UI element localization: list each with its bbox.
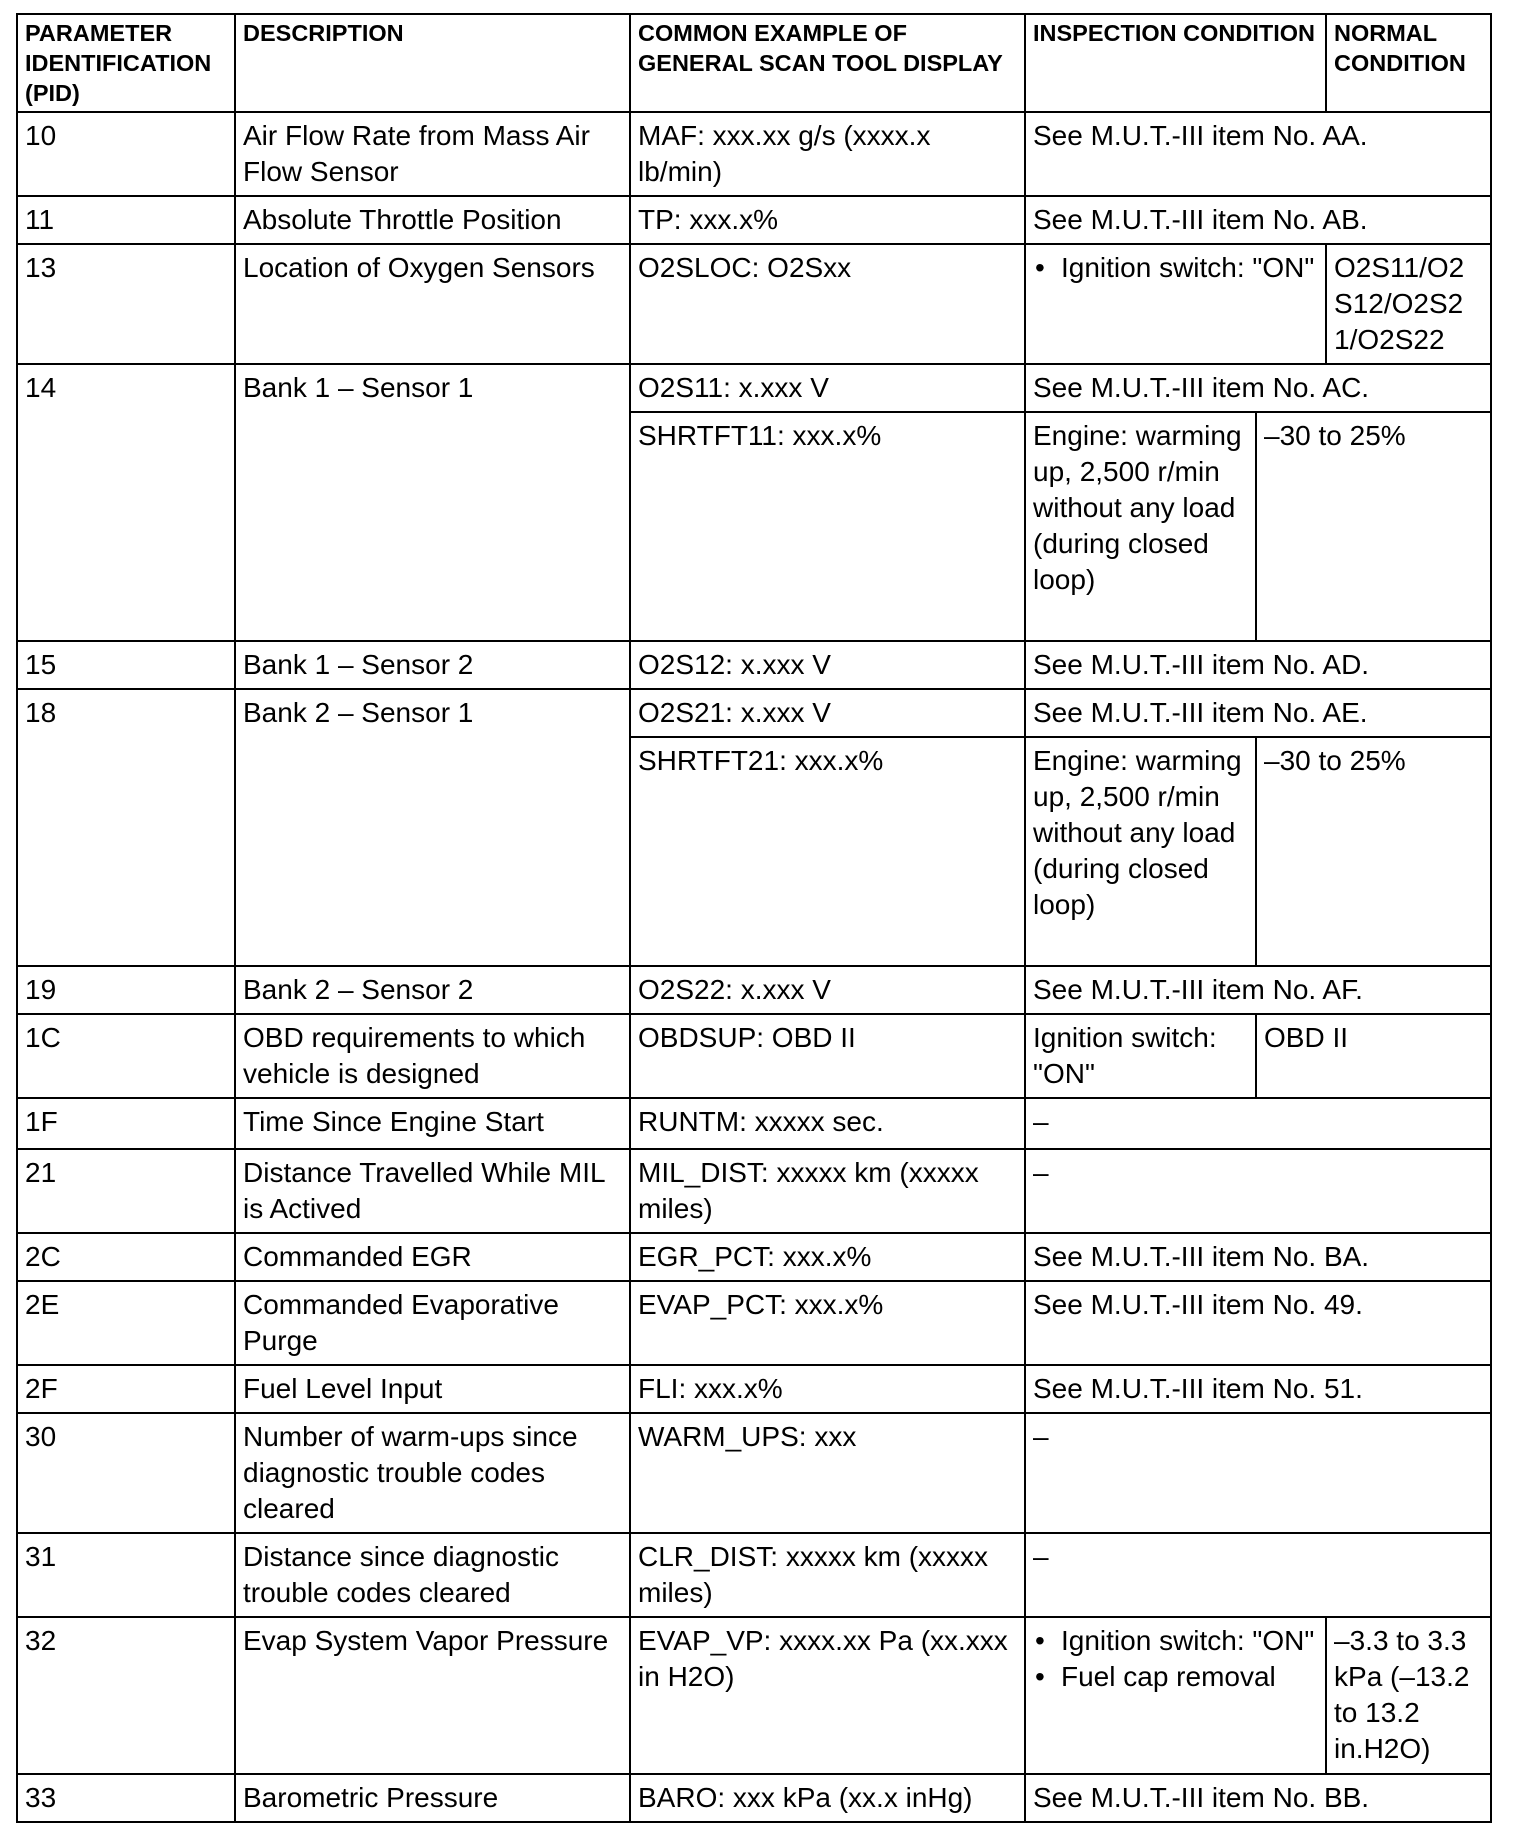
inspection-bullet-list	[1033, 250, 1317, 286]
cell-example: O2S11: x.xxx V	[630, 364, 1025, 412]
table-row	[17, 364, 1491, 412]
cell-example: OBDSUP: OBD II	[630, 1014, 1025, 1098]
cell-pid: 2F	[17, 1365, 235, 1413]
header-row	[17, 14, 1491, 112]
table-row	[17, 1365, 1491, 1413]
cell-pid: 31	[17, 1533, 235, 1617]
cell-inspection: See M.U.T.-III item No. BB.	[1025, 1774, 1491, 1822]
cell-description: Barometric Pressure	[235, 1774, 630, 1822]
cell-inspection: See M.U.T.-III item No. AD.	[1025, 641, 1491, 689]
cell-pid: 1F	[17, 1098, 235, 1149]
cell-description: Time Since Engine Start	[235, 1098, 630, 1149]
cell-normal: O2S11/O2 S12/O2S2 1/O2S22	[1326, 244, 1491, 364]
cell-inspection: Engine: warming up, 2,500 r/min without any load (during closed loop)	[1025, 737, 1256, 966]
inspection-bullet: • Ignition switch: "ON"	[1061, 250, 1317, 286]
table-row	[17, 112, 1491, 196]
cell-pid: 19	[17, 966, 235, 1014]
cell-example: EVAP_PCT: xxx.x%	[630, 1281, 1025, 1365]
cell-inspection: Engine: warming up, 2,500 r/min without any load (during closed loop)	[1025, 412, 1256, 641]
table-row	[17, 1774, 1491, 1822]
cell-example: MAF: xxx.xx g/s (xxxx.x lb/min)	[630, 112, 1025, 196]
cell-inspection: See M.U.T.-III item No. AC.	[1025, 364, 1491, 412]
cell-pid: 10	[17, 112, 235, 196]
cell-description: Bank 1 – Sensor 2	[235, 641, 630, 689]
cell-example: O2S21: x.xxx V	[630, 689, 1025, 737]
table-row	[17, 1533, 1491, 1617]
cell-example: BARO: xxx kPa (xx.x inHg)	[630, 1774, 1025, 1822]
cell-description: Commanded Evaporative Purge	[235, 1281, 630, 1365]
inspection-bullet: • Ignition switch: "ON"	[1061, 1623, 1317, 1659]
header-normal: NORMAL CONDITION	[1326, 14, 1491, 112]
cell-pid: 14	[17, 364, 235, 641]
cell-normal: –3.3 to 3.3 kPa (–13.2 to 13.2 in.H2O)	[1326, 1617, 1491, 1774]
cell-pid: 15	[17, 641, 235, 689]
cell-example: TP: xxx.x%	[630, 196, 1025, 244]
table-row	[17, 1149, 1491, 1233]
header-example: COMMON EXAMPLE OF GENERAL SCAN TOOL DISPLAY	[630, 14, 1025, 112]
inspection-bullet: • Fuel cap removal	[1061, 1659, 1317, 1695]
cell-inspection: –	[1025, 1149, 1491, 1233]
cell-description: Distance Travelled While MIL is Actived	[235, 1149, 630, 1233]
cell-inspection: See M.U.T.-III item No. 49.	[1025, 1281, 1491, 1365]
cell-example: O2S22: x.xxx V	[630, 966, 1025, 1014]
cell-example: SHRTFT11: xxx.x%	[630, 412, 1025, 641]
inspection-bullet-list	[1033, 1623, 1317, 1695]
cell-normal: –30 to 25%	[1256, 412, 1491, 641]
cell-inspection: See M.U.T.-III item No. 51.	[1025, 1365, 1491, 1413]
table-row	[17, 1281, 1491, 1365]
cell-pid: 1C	[17, 1014, 235, 1098]
cell-description: Evap System Vapor Pressure	[235, 1617, 630, 1774]
cell-inspection: –	[1025, 1098, 1491, 1149]
cell-example: WARM_UPS: xxx	[630, 1413, 1025, 1533]
cell-pid: 33	[17, 1774, 235, 1822]
cell-example: MIL_DIST: xxxxx km (xxxxx miles)	[630, 1149, 1025, 1233]
pid-table	[16, 13, 1492, 1823]
cell-example: O2SLOC: O2Sxx	[630, 244, 1025, 364]
cell-description: Bank 1 – Sensor 1	[235, 364, 630, 641]
cell-example: CLR_DIST: xxxxx km (xxxxx miles)	[630, 1533, 1025, 1617]
cell-pid: 13	[17, 244, 235, 364]
cell-pid: 21	[17, 1149, 235, 1233]
table-row	[17, 196, 1491, 244]
cell-inspection: Ignition switch: "ON"	[1025, 1014, 1256, 1098]
header-description: DESCRIPTION	[235, 14, 630, 112]
cell-inspection: See M.U.T.-III item No. BA.	[1025, 1233, 1491, 1281]
cell-pid: 2E	[17, 1281, 235, 1365]
cell-description: Bank 2 – Sensor 1	[235, 689, 630, 966]
cell-description: Commanded EGR	[235, 1233, 630, 1281]
cell-description: Location of Oxygen Sensors	[235, 244, 630, 364]
cell-example: O2S12: x.xxx V	[630, 641, 1025, 689]
cell-inspection: See M.U.T.-III item No. AF.	[1025, 966, 1491, 1014]
table-row	[17, 1617, 1491, 1774]
pid-table-wrapper	[16, 13, 1490, 1823]
cell-description: Absolute Throttle Position	[235, 196, 630, 244]
table-row	[17, 1233, 1491, 1281]
cell-pid: 30	[17, 1413, 235, 1533]
cell-inspection: See M.U.T.-III item No. AA.	[1025, 112, 1491, 196]
cell-example: SHRTFT21: xxx.x%	[630, 737, 1025, 966]
cell-example: EVAP_VP: xxxx.xx Pa (xx.xxx in H2O)	[630, 1617, 1025, 1774]
cell-normal: OBD II	[1256, 1014, 1491, 1098]
cell-description: OBD requirements to which vehicle is designed	[235, 1014, 630, 1098]
cell-inspection	[1025, 244, 1326, 364]
table-row	[17, 244, 1491, 364]
table-row	[17, 1413, 1491, 1533]
cell-description: Fuel Level Input	[235, 1365, 630, 1413]
cell-example: FLI: xxx.x%	[630, 1365, 1025, 1413]
cell-example: RUNTM: xxxxx sec.	[630, 1098, 1025, 1149]
cell-description: Distance since diagnostic trouble codes cleared	[235, 1533, 630, 1617]
cell-normal: –30 to 25%	[1256, 737, 1491, 966]
table-row	[17, 689, 1491, 737]
header-pid: PARAMETER IDENTIFICATION (PID)	[17, 14, 235, 112]
cell-inspection	[1025, 1617, 1326, 1774]
cell-inspection: –	[1025, 1413, 1491, 1533]
header-inspection: INSPECTION CONDITION	[1025, 14, 1326, 112]
cell-description: Air Flow Rate from Mass Air Flow Sensor	[235, 112, 630, 196]
cell-description: Bank 2 – Sensor 2	[235, 966, 630, 1014]
table-row	[17, 966, 1491, 1014]
cell-pid: 18	[17, 689, 235, 966]
cell-inspection: See M.U.T.-III item No. AE.	[1025, 689, 1491, 737]
cell-inspection: –	[1025, 1533, 1491, 1617]
cell-pid: 11	[17, 196, 235, 244]
table-row	[17, 1098, 1491, 1149]
cell-example: EGR_PCT: xxx.x%	[630, 1233, 1025, 1281]
cell-pid: 2C	[17, 1233, 235, 1281]
cell-pid: 32	[17, 1617, 235, 1774]
cell-inspection: See M.U.T.-III item No. AB.	[1025, 196, 1491, 244]
table-row	[17, 641, 1491, 689]
cell-description: Number of warm-ups since diagnostic trouble codes cleared	[235, 1413, 630, 1533]
table-row	[17, 1014, 1491, 1098]
